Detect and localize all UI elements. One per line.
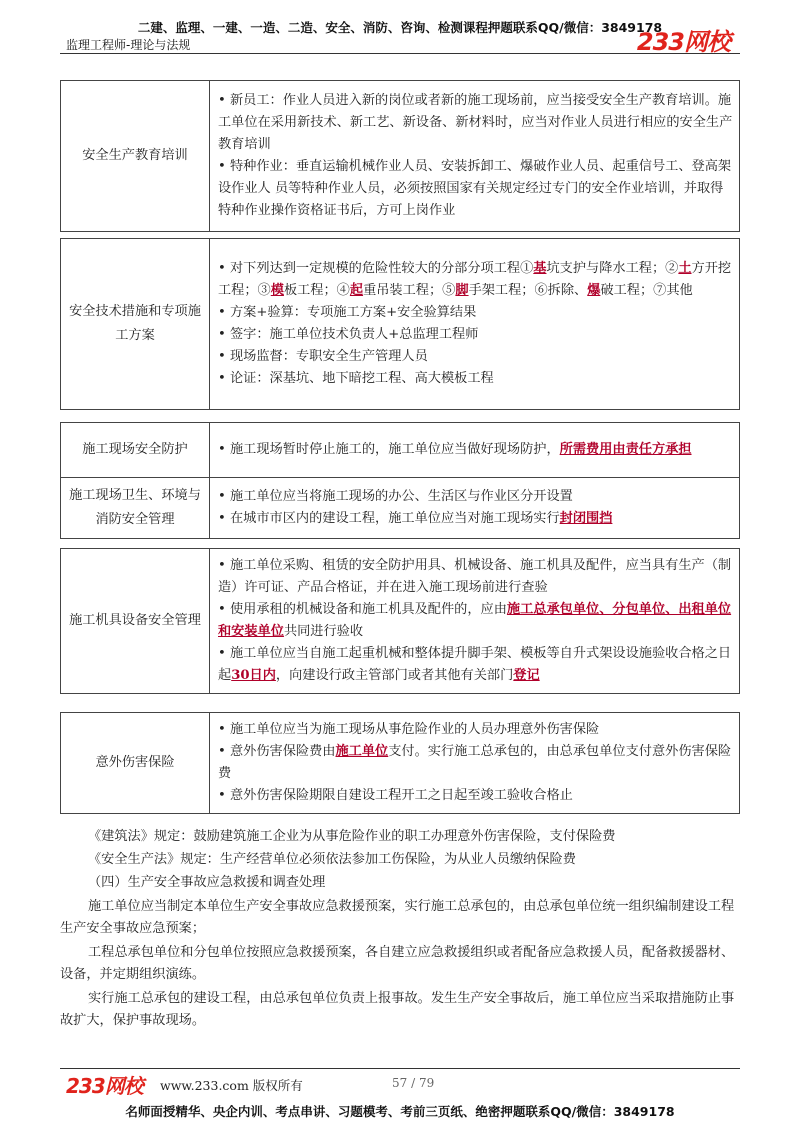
bullet-item bbox=[218, 368, 733, 390]
highlighted-keyword: 登记 bbox=[513, 668, 540, 683]
text-segment: • 对下列达到一定规模的危险性较大的分部分项工程① bbox=[218, 261, 534, 276]
text-segment: 方开挖工程；③ bbox=[218, 261, 732, 298]
bullet-item bbox=[218, 508, 733, 530]
row-content bbox=[210, 713, 740, 814]
row-label: 意外伤害保险 bbox=[61, 713, 210, 814]
row-content bbox=[210, 239, 740, 410]
section-heading: （四）生产安全事故应急救援和调查处理 bbox=[88, 875, 326, 890]
table-safety-measures bbox=[60, 238, 740, 410]
row-content bbox=[210, 81, 740, 232]
bullet-item bbox=[218, 643, 733, 687]
text-segment: • 方案+验算：专项施工方案+安全验算结果 bbox=[218, 305, 477, 320]
text-segment: • 意外伤害保险费由 bbox=[218, 744, 336, 759]
table-safety-training bbox=[60, 80, 740, 232]
paragraph-safety-law: 《安全生产法》规定：生产经营单位必须依法参加工伤保险，为从业人员缴纳保险费 bbox=[88, 852, 576, 867]
bullet-item bbox=[218, 258, 733, 302]
highlighted-keyword: 爆 bbox=[587, 283, 601, 298]
highlighted-keyword: 30日内 bbox=[231, 668, 276, 683]
text-segment: • 施工单位应当将施工现场的办公、生活区与作业区分开设置 bbox=[218, 489, 573, 504]
bullet-item bbox=[218, 324, 733, 346]
bullet-item bbox=[218, 486, 733, 508]
text-segment: 支付。实行施工总承包的，由总承包单位支付意外伤害保险费 bbox=[218, 744, 732, 781]
text-segment: 破工程；⑦其他 bbox=[600, 283, 693, 298]
bullet-item bbox=[218, 741, 733, 785]
brand-logo: 233网校 bbox=[636, 28, 730, 56]
row-content bbox=[210, 549, 740, 694]
row-content bbox=[210, 478, 740, 539]
text-segment: • 意外伤害保险期限自建设工程开工之日起至竣工验收合格止 bbox=[218, 788, 573, 803]
row-label: 安全技术措施和专项施工方案 bbox=[61, 239, 210, 410]
table-equipment-management bbox=[60, 548, 740, 694]
highlighted-keyword: 脚 bbox=[455, 283, 469, 298]
paragraph-accident-report: 实行施工总承包的建设工程，由总承包单位负责上报事故。发生生产安全事故后，施工单位应当采取措施防止事故扩大，保护事故现场。 bbox=[60, 991, 735, 1028]
bullet-item bbox=[218, 785, 733, 807]
text-segment: • 施工单位应当为施工现场从事危险作业的人员办理意外伤害保险 bbox=[218, 722, 600, 737]
text-segment: 共同进行验收 bbox=[283, 624, 364, 639]
highlighted-keyword: 基 bbox=[533, 261, 547, 276]
text-segment: • 论证：深基坑、地下暗挖工程、高大模板工程 bbox=[218, 371, 494, 386]
highlighted-keyword: 所需费用由责任方承担 bbox=[559, 442, 692, 457]
text-segment: • 在城市市区内的建设工程，施工单位应当对施工现场实行 bbox=[218, 511, 560, 526]
text-segment: • 签字：施工单位技术负责人+总监理工程师 bbox=[218, 327, 479, 342]
text-segment: 板工程；④ bbox=[283, 283, 350, 298]
row-content bbox=[210, 423, 740, 478]
text-segment: • 施工现场暂时停止施工的，施工单位应当做好现场防护， bbox=[218, 442, 560, 457]
bullet-item bbox=[218, 555, 733, 599]
row-label: 安全生产教育培训 bbox=[61, 81, 210, 232]
footer-divider bbox=[60, 1068, 740, 1069]
header-divider bbox=[60, 53, 740, 54]
highlighted-keyword: 施工单位 bbox=[335, 744, 389, 759]
text-segment: ，向建设行政主管部门或者其他有关部门 bbox=[275, 668, 514, 683]
text-segment: 重吊装工程；⑤ bbox=[363, 283, 456, 298]
text-segment: • 现场监督：专职安全生产管理人员 bbox=[218, 349, 428, 364]
footer-contact-line: 名师面授精华、央企内训、考点串讲、习题模考、考前三页纸、绝密押题联系QQ/微信：3849178 bbox=[125, 1104, 675, 1119]
row-label: 施工现场卫生、环境与消防安全管理 bbox=[61, 478, 210, 539]
bullet-item bbox=[218, 156, 733, 222]
bullet-item bbox=[218, 719, 733, 741]
highlighted-keyword: 土 bbox=[678, 261, 692, 276]
text-segment: • 新员工：作业人员进入新的岗位或者新的施工现场前，应当接受安全生产教育培训。施工单位在采用新技术、新工艺、新设备、新材料时，应当对作业人员进行相应的安全生产教育培训 bbox=[218, 93, 733, 152]
text-segment: • 施工单位应当自施工起重机械和整体提升脚手架、模板等自升式架设设施验收合格之日起 bbox=[218, 646, 732, 683]
header-subtitle: 监理工程师-理论与法规 bbox=[66, 38, 191, 52]
header-contact-line: 二建、监理、一建、一造、二造、安全、消防、咨询、检测课程押题联系QQ/微信：3849178 bbox=[137, 20, 663, 35]
table-accident-insurance bbox=[60, 712, 740, 814]
footer-logo: 233网校 bbox=[66, 1074, 143, 1098]
row-label: 施工机具设备安全管理 bbox=[61, 549, 210, 694]
paragraph-construction-law: 《建筑法》规定：鼓励建筑施工企业为从事危险作业的职工办理意外伤害保险，支付保险费 bbox=[88, 829, 616, 844]
bullet-item bbox=[218, 302, 733, 324]
text-segment: 手架工程；⑥拆除、 bbox=[468, 283, 588, 298]
bullet-item bbox=[218, 346, 733, 368]
paragraph-emergency-plan: 施工单位应当制定本单位生产安全事故应急救援预案，实行施工总承包的，由总承包单位统一组织编制建设工程生产安全事故应急预案； bbox=[60, 899, 735, 936]
text-segment: • 施工单位采购、租赁的安全防护用具、机械设备、施工机具及配件，应当具有生产（制造）许可证、产品合格证，并在进入施工现场前进行查验 bbox=[218, 558, 732, 595]
row-label: 施工现场安全防护 bbox=[61, 423, 210, 478]
text-segment: • 使用承租的机械设备和施工机具及配件的，应由 bbox=[218, 602, 507, 617]
table-site-management bbox=[60, 422, 740, 539]
bullet-item bbox=[218, 599, 733, 643]
highlighted-keyword: 封闭围挡 bbox=[559, 511, 613, 526]
footer-site[interactable]: www.233.com 版权所有 bbox=[160, 1078, 303, 1093]
highlighted-keyword: 模 bbox=[270, 283, 284, 298]
bullet-item bbox=[218, 439, 733, 461]
page-number: 57 / 79 bbox=[392, 1076, 435, 1090]
bullet-item bbox=[218, 90, 733, 156]
text-segment: 坑支护与降水工程；② bbox=[546, 261, 679, 276]
paragraph-rescue-organization: 工程总承包单位和分包单位按照应急救援预案，各自建立应急救援组织或者配备应急救援人员，配备救援器材、设备，并定期组织演练。 bbox=[60, 945, 735, 982]
highlighted-keyword: 起 bbox=[349, 283, 364, 298]
highlighted-keyword: 施工总承包单位、分包单位、出租单位和安装单位 bbox=[218, 602, 732, 639]
text-segment: • 特种作业：垂直运输机械作业人员、安装拆卸工、爆破作业人员、起重信号工、登高架设作业人 员等特种作业人员，必须按照国家有关规定经过专门的安全作业培训，并取得特种作业操作资格证书后，方可上岗作业 bbox=[218, 159, 732, 218]
